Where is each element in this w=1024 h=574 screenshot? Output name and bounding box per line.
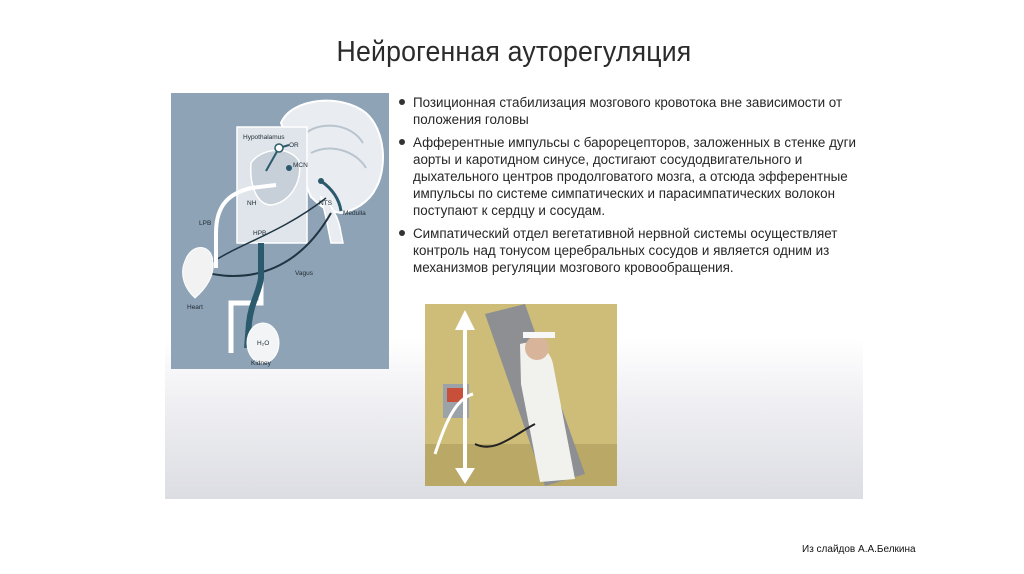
bullet-item <box>397 134 857 219</box>
label-nts: NTS <box>319 200 332 207</box>
label-or: OR <box>289 142 299 149</box>
tilt-table-photo <box>425 304 617 486</box>
label-medulla: Medulla <box>343 210 366 217</box>
bullet-dot-icon <box>399 99 405 105</box>
label-hpb: HPB <box>253 230 267 237</box>
label-lpb: LPB <box>199 220 212 227</box>
bullet-item <box>397 94 857 128</box>
bullet-dot-icon <box>399 139 405 145</box>
neuroregulation-diagram <box>171 93 389 369</box>
bullet-dot-icon <box>399 230 405 236</box>
slide-credit: Из слайдов А.А.Белкина <box>802 544 916 555</box>
label-nh: NH <box>247 200 257 207</box>
bullet-text: Афферентные импульсы с барорецепторов, заложенных в стенке дуги аорты и каротидном синусе, достигают сосудодвигательного и дыхательного центров продолговатого мозга, а отсюда эфферентные импульсы по системе симпатических и парасимпатических волокон поступают к сердцу и сосудам. <box>413 135 856 218</box>
bullet-item <box>397 225 857 276</box>
slide <box>165 28 863 499</box>
label-mcn: MCN <box>293 162 308 169</box>
label-hypothalamus: Hypothalamus <box>243 134 285 141</box>
label-vagus: Vagus <box>295 270 313 277</box>
slide-title: Нейрогенная ауторегуляция <box>336 36 692 68</box>
label-h2o: H₂O <box>257 340 270 347</box>
bullet-text: Симпатический отдел вегетативной нервной системы осуществляет контроль над тонусом церебральных сосудов и является одним из механизмов регуляции мозгового кровообращения. <box>413 226 838 275</box>
label-heart: Heart <box>187 304 203 311</box>
heart-shape <box>183 248 214 299</box>
bullet-list <box>397 94 857 282</box>
bullet-text: Позиционная стабилизация мозгового кровотока вне зависимости от положения головы <box>413 95 843 127</box>
label-kidney: Kidney <box>251 360 271 367</box>
